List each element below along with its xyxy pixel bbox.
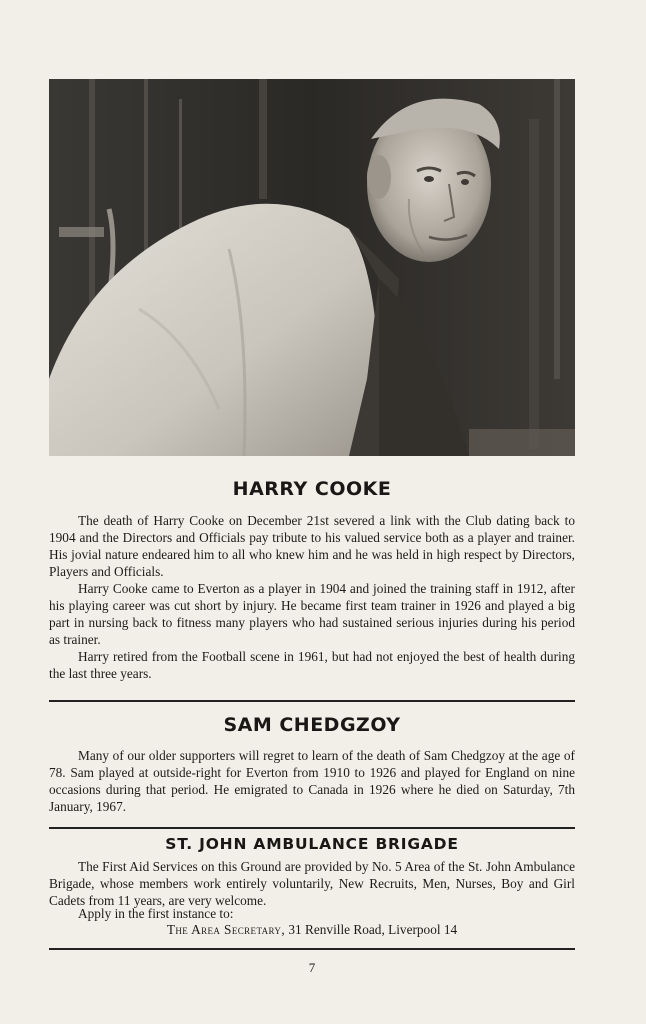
address-name: The Area Secretary, bbox=[166, 922, 286, 937]
harry-cooke-paragraph-2: Harry Cooke came to Everton as a player in 1904 and joined the training staff in 1912, after his playing career was cut short by injury. He became first team trainer in 1926 and played a big part in nursing back to fitness many players who had sustained serious injuries during his period as trainer. bbox=[49, 581, 575, 647]
section-divider bbox=[49, 948, 575, 950]
harry-cooke-photo bbox=[49, 79, 575, 456]
harry-cooke-paragraph-1: The death of Harry Cooke on December 21st severed a link with the Club dating back to 1904 and the Directors and Officials pay tribute to his valued service both as a player and trainer. His jovial nature endeared him to all who knew him and he was held in high respect by Directors, Players and Officials. bbox=[49, 513, 575, 579]
harry-cooke-paragraph-3: Harry retired from the Football scene in 1961, but had not enjoyed the best of health during the last three years. bbox=[49, 649, 575, 681]
ambulance-apply-line: Apply in the first instance to: bbox=[78, 906, 234, 921]
page-number: 7 bbox=[308, 960, 316, 975]
sam-chedgzoy-paragraph: Many of our older supporters will regret to learn of the death of Sam Chedgzoy at the age of 78. Sam played at outside-right for Everton from 1910 to 1926 and played for England on nine occasions during that period. He emigrated to Canada in 1926 where he died on Saturday, 7th January, 1967. bbox=[49, 748, 575, 814]
ambulance-address bbox=[49, 922, 575, 938]
ambulance-brigade-paragraph: The First Aid Services on this Ground are provided by No. 5 Area of the St. John Ambulance Brigade, whose members work entirely voluntarily, New Recruits, Men, Nurses, Boy and Girl Cadets from 11 years, are very welcome. bbox=[49, 859, 575, 908]
ambulance-brigade-heading: ST. JOHN AMBULANCE BRIGADE bbox=[165, 835, 459, 853]
sam-chedgzoy-heading: SAM CHEDGZOY bbox=[223, 714, 401, 736]
section-divider bbox=[49, 700, 575, 702]
address-street: 31 Renville Road, Liverpool 14 bbox=[288, 922, 458, 937]
harry-cooke-heading: HARRY COOKE bbox=[232, 478, 392, 500]
section-divider bbox=[49, 827, 575, 829]
